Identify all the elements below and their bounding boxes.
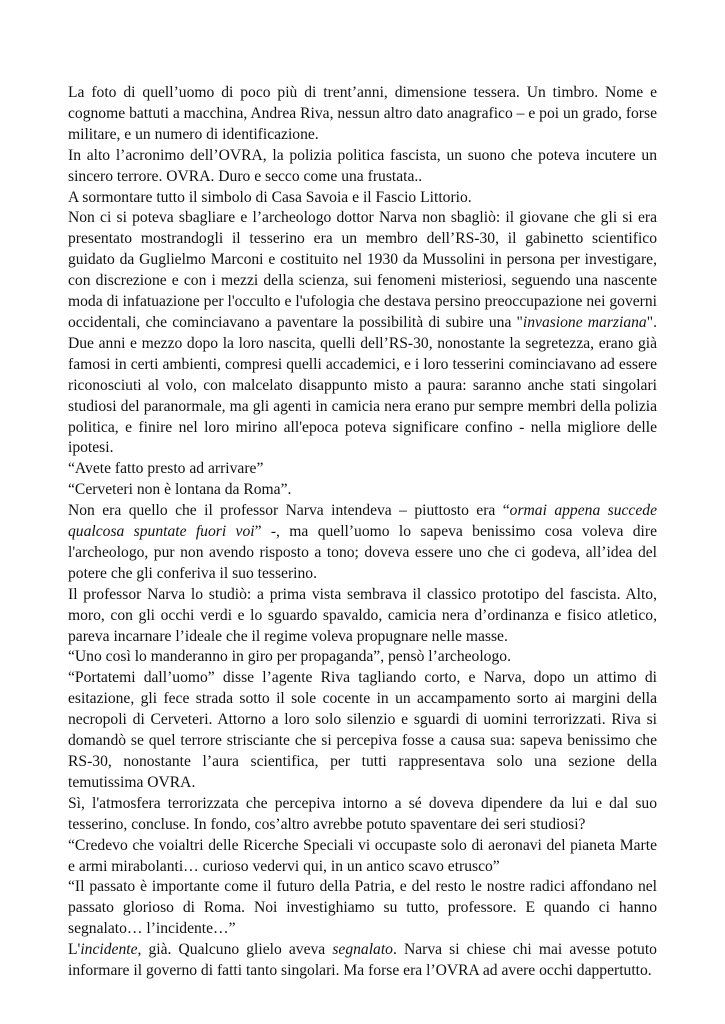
paragraph xyxy=(68,940,657,982)
paragraph xyxy=(68,794,657,836)
italic-text: ormai appena succede qualcosa spuntate fuori voi xyxy=(68,502,657,541)
paragraph xyxy=(68,83,657,146)
text-run: “Uno così lo manderanno in giro per propaganda”, pensò l’archeologo. xyxy=(68,648,511,666)
document-body xyxy=(68,83,657,982)
paragraph xyxy=(68,668,657,793)
paragraph xyxy=(68,146,657,188)
text-run: “Credevo che voialtri delle Ricerche Speciali vi occupaste solo di aeronavi del pianeta Marte e armi mirabolanti… curioso vedervi qui, in un antico scavo etrusco” xyxy=(68,836,657,875)
text-run: ” -, ma quell’uomo lo sapeva benissimo cosa voleva dire l'archeologo, pur non avendo risposto a tono; doveva essere uno che ci godeva, all’idea del potere che gli conferiva il suo tesserino. xyxy=(68,523,657,582)
text-run: Il professor Narva lo studiò: a prima vista sembrava il classico prototipo del fascista. Alto, moro, con gli occhi verdi e lo sguardo spavaldo, camicia nera d’ordinanza e fisico atletico, pareva incarnare l’ideale che il regime voleva propugnare nelle masse. xyxy=(68,585,657,645)
paragraph xyxy=(68,647,657,668)
text-run: Non ci si poteva sbagliare e l’archeologo dottor Narva non sbagliò: il giovane che gli si era presentato mostrandogli il tesserino era un membro dell’RS-30, il gabinetto scientifico guidato da Guglielmo Marconi e costituito nel 1930 da Mussolini in persona per investigare, con discrezione e con i mezzi della scienza, sui fenomeni misteriosi, seguendo una nascente moda di infatuazione per l'occulto e l'ufologia che destava persino preoccupazione nei governi occidentali, che cominciavano a paventare la possibilità di subire una " xyxy=(68,209,657,331)
italic-text: incidente xyxy=(80,941,138,959)
italic-text: segnalato xyxy=(332,941,393,959)
paragraph xyxy=(68,480,657,501)
paragraph xyxy=(68,585,657,648)
text-run: “Il passato è importante come il futuro della Patria, e del resto le nostre radici affondano nel passato glorioso di Roma. Noi investighiamo su tutto, professore. E quando ci hanno segnalato… l’incidente…” xyxy=(68,878,657,938)
text-run: Sì, l'atmosfera terrorizzata che percepiva intorno a sé doveva dipendere da lui e dal suo tesserino, concluse. In fondo, cos’altro avrebbe potuto spaventare dei seri studiosi? xyxy=(68,794,657,833)
paragraph xyxy=(68,836,657,878)
paragraph xyxy=(68,501,657,585)
text-run: A sormontare tutto il simbolo di Casa Savoia e il Fascio Littorio. xyxy=(68,188,472,206)
text-run: , già. Qualcuno glielo aveva xyxy=(137,941,333,959)
text-run: In alto l’acronimo dell’OVRA, la polizia politica fascista, un suono che poteva incutere un sincero terrore. OVRA. Duro e secco come una frustata.. xyxy=(68,146,657,185)
text-run: L' xyxy=(68,941,81,959)
text-run: “Cerveteri non è lontana da Roma”. xyxy=(68,481,292,499)
text-run: La foto di quell’uomo di poco più di trent’anni, dimensione tessera. Un timbro. Nome e cognome battuti a macchina, Andrea Riva, nessun altro dato anagrafico – e poi un grado, forse militare, e un numero di identificazione. xyxy=(68,84,657,143)
paragraph xyxy=(68,188,657,209)
paragraph xyxy=(68,208,657,459)
italic-text: invasione marziana xyxy=(522,313,647,331)
text-run: “Portatemi dall’uomo” disse l’agente Riva tagliando corto, e Narva, dopo un attimo di esitazione, gli fece strada sotto il sole cocente in un accampamento sorto ai margini della necropoli di Cerveteri. Attorno a loro solo silenzio e sguardi di uomini terrorizzati. Riva si domandò se quel terrore strisciante che si percepiva fosse a causa sua: sapeva benissimo che RS-30, nonostante l’aura scientifica, per tutti rappresentava solo una sezione della temutissima OVRA. xyxy=(68,669,657,791)
paragraph xyxy=(68,459,657,480)
text-run: ". Due anni e mezzo dopo la loro nascita, quelli dell’RS-30, nonostante la segretezza, erano già famosi in certi ambienti, compresi quelli accademici, e i loro tesserini cominciavano ad essere riconosciuti al volo, con malcelato disappunto misto a paura: saranno anche stati singolari studiosi del paranormale, ma gli agenti in camicia nera erano pur sempre membri della polizia politica, e finire nel loro mirino all'epoca poteva significare confino - nella migliore delle ipotesi. xyxy=(68,313,657,457)
text-run: Non era quello che il professor Narva intendeva – piuttosto era “ xyxy=(68,502,510,520)
text-run: . Narva si chiese chi mai avesse potuto informare il governo di fatti tanto singolari. Ma forse era l’OVRA ad avere occhi dappertutto. xyxy=(68,941,657,980)
text-run: “Avete fatto presto ad arrivare” xyxy=(68,460,264,478)
paragraph xyxy=(68,877,657,940)
